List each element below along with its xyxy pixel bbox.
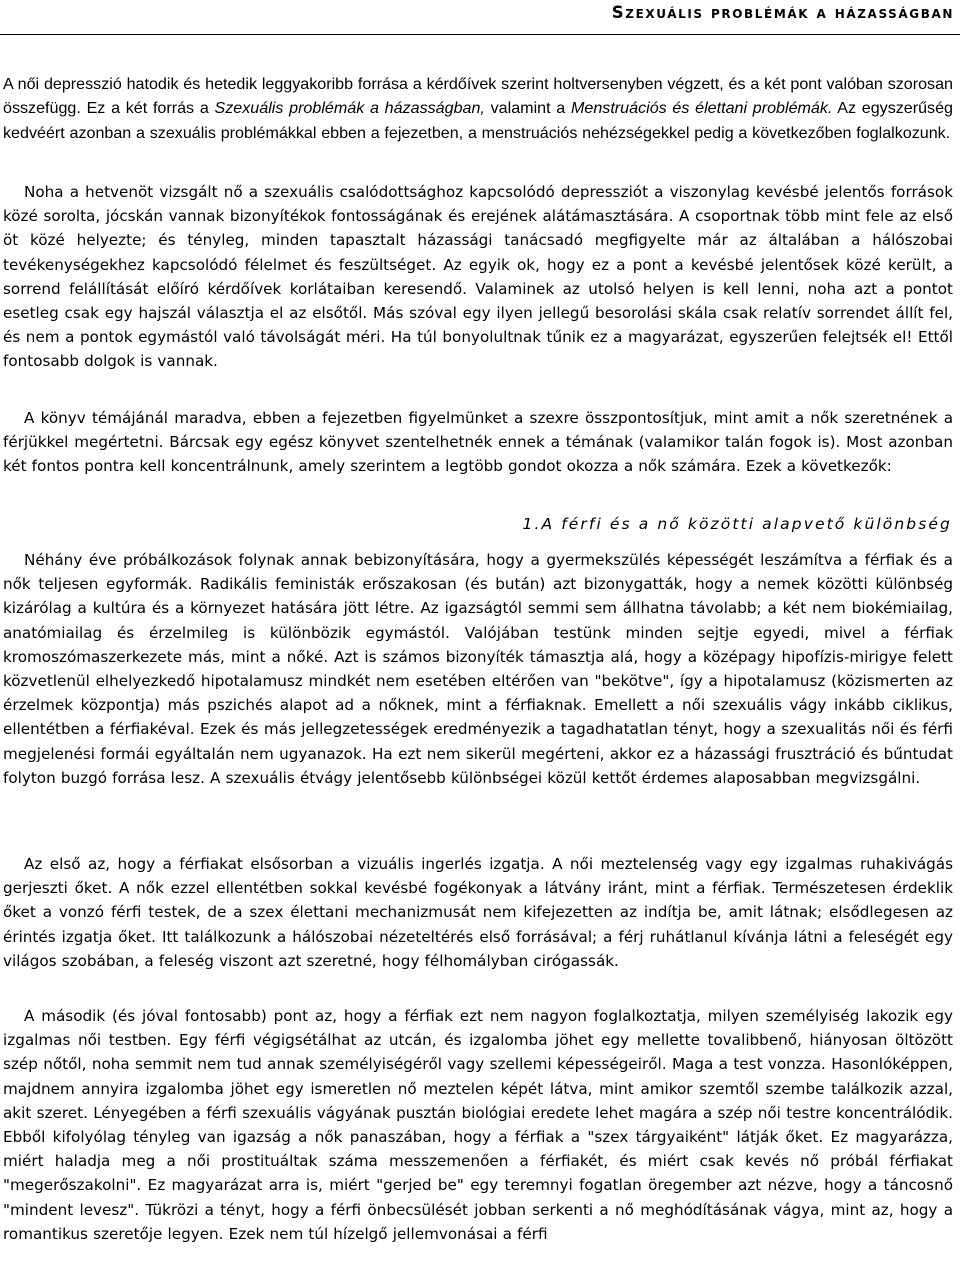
paragraph-2: Noha a hetvenöt vizsgált nő a szexuális csalódottsághoz kapcsolódó depressziót a viszonylag kevésbé jelentős források közé sorolta, jócskán vannak bizonyítékok fontosságának és erejének alátámasztására. A csoportnak több mint fele az első öt közé helyezte; és tényleg, minden tapasztalt házassági tanácsadó megfigyelte már az általában a hálószobai tevékenységekhez kapcsolódó félelmet és feszültséget. Az egyik ok, hogy ez a pont a kevésbé jelentősek közé került, a sorrend felállítását előíró kérdőívek korlátaiban keresendő. Valaminek az utolsó helyen is kell lenni, noha azt a pontot esetleg csak egy hajszál választja el az elsőtől. Más szóval egy ilyen jellegű besorolási skála csak relatív sorrendet állít fel, és nem a pontok egymástól való távolságát méri. Ha túl bonyolultnak tűnik ez a magyarázat, egyszerűen felejtsék el! Ettől fontosabb dolgok is vannak.: [3, 183, 953, 371]
intro-text-e: Az egyszerűség kedvéért azonban a szexuális problémákkal ebben a fejezetben, a menstruációs nehézségekkel pedig a következőben foglalkozunk.: [3, 99, 953, 142]
intro-italic-menstrual-problems: Menstruációs és élettani problémák.: [570, 99, 833, 118]
paragraph-5: Néhány éve próbálkozások folynak annak bebizonyítására, hogy a gyermekszülés képességét leszámítva a férfiak és a nők teljesen egyformák. Radikális feministák erőszakosan (és bután) azt bizonygatták, hogy a nemek közötti különbség kizárólag a kultúra és a környezet hatására jött létre. Az igazságtól semmi sem állhatna távolabb; a két nem biokémiailag, anatómiailag és érzelmileg is különbözik egymástól. Valójában testünk minden sejtje egyedi, mivel a férfiak kromoszómaszerkezete más, mint a nőké. Azt is számos bizonyíték támasztja alá, hogy a középagy hipofízis-mirigye felett közvetlenül elhelyezkedő hipotalamusz mindkét nem esetében eltérően van "bekötve", így a hipotalamusz (közismerten az érzelmek központja) más pszichés alapot ad a nőknek, mint a férfiaknak. Emellett a női szexuális vágy inkább ciklikus, ellentétben a férfiakéval. Ezek és más jellegzetességek eredményezik a tagadhatatlan tényt, hogy a szexualitás női és férfi megjelenési formái egyáltalán nem ugyanazok. Ha ezt nem sikerül megérteni, akkor ez a házassági frusztráció és bűntudat folyton buzgó forrása lesz. A szexuális étvágy jelentősebb különbségei közül kettőt érdemes alaposabban megvizsgálni.: [3, 551, 953, 787]
paragraph-intro: [3, 72, 953, 145]
page-header: [0, 0, 960, 40]
header-rule: [0, 34, 960, 35]
paragraph-7: A második (és jóval fontosabb) pont az, hogy a férfiak ezt nem nagyon foglalkoztatja, milyen személyiség lakozik egy izgalmas női testben. Egy férfi végigsétálhat az utcán, és izgalomba jöhet egy mellette tovalibbenő, hiányosan öltözött szép nőtől, noha semmit nem tud annak személyiségéről vagy szellemi képességeiről. Maga a test vonzza. Hasonlóképpen, majdnem annyira izgalomba jöhet egy ismeretlen nő meztelen képét látva, mint amikor szemtől szembe találkozik azzal, akit szeret. Lényegében a férfi szexuális vágyának pusztán biológiai eredete lehet magára a szép női testre koncentrálódik. Ebből kifolyólag tényleg van igazság a nők panaszában, hogy a férfiak a "szex tárgyaiként" látják őket. Ez magyarázza, miért haladja meg a női prostituáltak száma messzemenően a férfiakét, és miért csak kevés nő próbál férfiakat "megerőszakolni". Ez magyarázat arra is, miért "gerjed be" egy teremnyi fogatlan öregember azt nézve, hogy a táncosnő "mindent levesz". Tükrözi a tényt, hogy a férfi önbecsülését jobban serkenti a nő meghódításának vágya, mint az, hogy a romantikus szeretője legyen. Ezek nem túl hízelgő jellemvonásai a férfi: [3, 1007, 953, 1243]
intro-text-c: valamint a: [484, 99, 571, 118]
intro-text-a: A női depresszió hatodik és hetedik leggyakoribb forrása a kérdőívek szerint holtversenyben végzett, és a két pont valóban szorosan összefügg. Ez a két forrás a: [3, 75, 953, 118]
paragraph-3: A könyv témájánál maradva, ebben a fejezetben figyelmünket a szexre összpontosítjuk, mint amit a nők szeretnének a férjükkel megértetni. Bárcsak egy egész könyvet szentelhetnék ennek a témának (valamikor talán fogok is). Most azonban két fontos pontra kell koncentrálnunk, amely szerintem a legtöbb gondot okozza a nők számára. Ezek a következők:: [3, 409, 953, 476]
chapter-title: Szexuális problémák a házasságban: [611, 3, 954, 22]
intro-italic-sexual-problems: Szexuális problémák a házasságban,: [214, 99, 485, 118]
paragraph-6: Az első az, hogy a férfiakat elsősorban a vizuális ingerlés izgatja. A női meztelenség vagy egy izgalmas ruhakivágás gerjeszti őket. A nők ezzel ellentétben sokkal kevésbé fogékonyak a látvány iránt, mint a férfiak. Természetesen érdeklik őket a vonzó férfi testek, de a szex élettani mechanizmusát nem kifejezetten az indítja be, amit látnak; elsődlegesen az érintés izgatja őket. Itt találkozunk a hálószobai nézeteltérés első forrásával; a férj ruhátlanul kívánja látni a feleségét egy világos szobában, a feleség viszont azt szeretné, hogy félhomályban cirógassák.: [3, 855, 953, 970]
section-subheading: 1.A férfi és a nő közötti alapvető különbség: [522, 515, 952, 533]
